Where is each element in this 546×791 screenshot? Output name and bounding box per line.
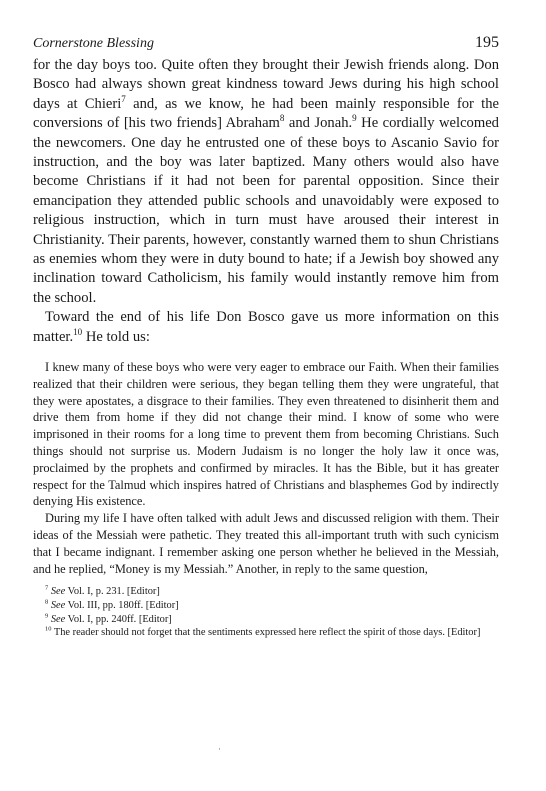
body-paragraph-1 [33, 56, 499, 308]
body-paragraph-2 [33, 308, 499, 347]
page-mark: · [218, 744, 221, 754]
footnotes [33, 585, 499, 639]
footnote-number: 9 [45, 612, 49, 620]
footnote-9 [33, 613, 499, 627]
footnote-10 [33, 626, 499, 640]
footnote-text: Vol. I, pp. 240ff. [Editor] [65, 613, 172, 625]
footnote-number: 7 [45, 584, 49, 592]
body-text-run: for the day boys too. Quite often they brought their Jewish friends along. Don Bosco had always shown great kindness toward Jews during his high school days at Chieri [33, 57, 499, 112]
running-head [33, 34, 499, 56]
footnote-ref-10: 10 [73, 326, 83, 337]
footnote-8 [33, 599, 499, 613]
body-text-run: and, as we know, he had been mainly responsible for the conversions of [his two friends] Abraham [33, 95, 499, 132]
footnote-number: 8 [45, 598, 49, 606]
footnote-see: See [50, 613, 66, 625]
footnote-ref-8: 8 [279, 113, 285, 124]
footnote-number: 10 [45, 625, 52, 633]
footnote-text: Vol. I, p. 231. [Editor] [65, 586, 160, 598]
quote-paragraph-1: I knew many of these boys who were very eager to embrace our Faith. When their families realized that their children were serious, they began telling them they were ungrateful, that they were apostates, a disgrace to their families. They even threatened to disinherit them and drive them from home if they did not change their mind. I know of some who were imprisoned in their rooms for a long time to prevent them from becoming Christians. Such things should not surprise us. Modern Judaism is no longer the holy law it once was, proclaimed by the prophets and confirmed by miracles. It has the Bible, but it has greater respect for the Talmud which inspires hatred of Christians and blasphemes God by indirectly denying His existence. [33, 360, 499, 509]
footnote-see: See [50, 600, 66, 612]
running-title: Cornerstone Blessing [33, 36, 154, 51]
footnote-ref-9: 9 [352, 113, 357, 124]
footnote-text: The reader should not forget that the sentiments expressed here reflect the spirit of those days. [Editor] [53, 627, 481, 639]
block-quote [33, 359, 499, 577]
footnote-text: Vol. III, pp. 180ff. [Editor] [65, 600, 179, 612]
body-text-run: He cordially welcomed the newcomers. One day he entrusted one of these boys to Ascanio Savio for instruction, and the boy was later baptized. Many others would also have become Christians if it had not been for parental opposition. Since their emancipation they attended public schools and unavoidably were exposed to religious instruction, which in turn must have aroused their interest in Christianity. Their parents, however, constantly warned them to shun Christians as enemies whom they were in duty bound to hate; if a Jewish boy showed any inclination toward Catholicism, his family would instantly remove him from the school. [33, 115, 499, 306]
quote-paragraph-2: During my life I have often talked with adult Jews and discussed religion with them. Their ideas of the Messiah were pathetic. They treated this all-important truth with such cynicism that I became indignant. I remember asking one person whether he believed in the Messiah, and he replied, “Money is my Messiah.” Another, in reply to the same question, [33, 511, 499, 576]
footnote-7 [33, 585, 499, 599]
body-text-run: Toward the end of his life Don Bosco gave us more information on this matter. [33, 309, 499, 345]
page [33, 34, 499, 640]
footnote-see: See [50, 586, 66, 598]
body-text-run: He told us: [82, 328, 150, 345]
page-number: 195 [475, 34, 499, 51]
body-text [33, 56, 499, 347]
body-text-run: and Jonah. [284, 115, 353, 132]
footnote-ref-7: 7 [121, 93, 126, 104]
